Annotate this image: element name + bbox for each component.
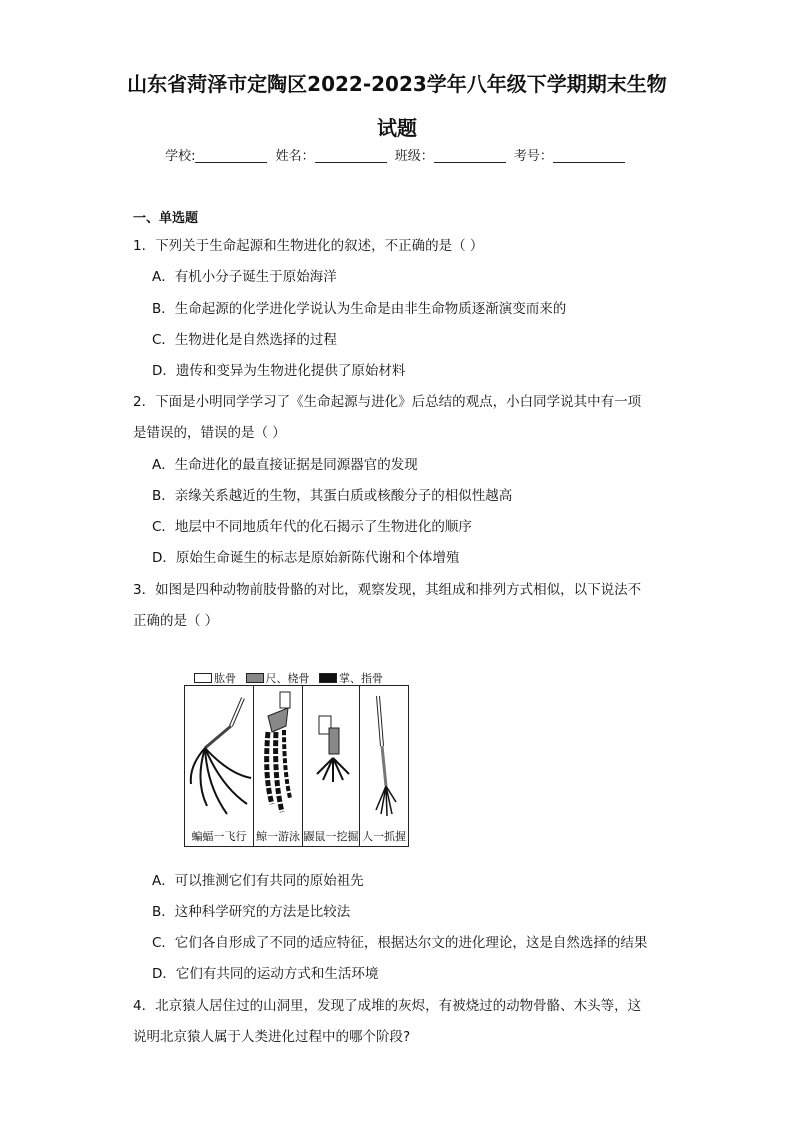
panel-bat [184, 685, 254, 847]
panel-whale [253, 685, 303, 847]
q3-option-b: B．这种科学研究的方法是比较法 [152, 904, 351, 920]
exam-title-line1: 山东省菏泽市定陶区2022-2023学年八年级下学期期末生物 [127, 72, 667, 96]
q1-option-a: A．有机小分子诞生于原始海洋 [152, 269, 337, 285]
q1-option-c: C．生物进化是自然选择的过程 [152, 332, 337, 348]
q1-option-d: D．遗传和变异为生物进化提供了原始材料 [152, 363, 406, 379]
name-blank [315, 148, 387, 163]
legend-swatch-humerus [194, 673, 212, 683]
q4-stem-line1: 4．北京猿人居住过的山洞里，发现了成堆的灰烬，有被烧过的动物骨骼、木头等，这 [133, 998, 642, 1014]
student-info-row [0, 145, 794, 164]
q3-stem-line2: 正确的是（ ） [133, 613, 219, 629]
caption-whale: 鲸一游泳 [256, 830, 300, 843]
q3-option-d: D．它们有共同的运动方式和生活环境 [152, 966, 379, 982]
q3-option-c: C．它们各自形成了不同的适应特征，根据达尔文的进化理论，这是自然选择的结果 [152, 935, 648, 951]
q2-stem-line2: 是错误的，错误的是（ ） [133, 425, 286, 441]
number-blank [553, 148, 625, 163]
legend-swatch-hand [319, 673, 337, 683]
number-label: 考号： [513, 149, 553, 164]
legend-label-hand: 掌、指骨 [339, 672, 383, 685]
human-arm-illustration [360, 686, 410, 848]
q2-option-c: C．地层中不同地质年代的化石揭示了生物进化的顺序 [152, 519, 472, 535]
q3-option-a: A．可以推测它们有共同的原始祖先 [152, 873, 364, 889]
q1-stem: 1．下列关于生命起源和生物进化的叙述，不正确的是（ ） [133, 238, 484, 254]
school-blank [195, 148, 267, 163]
name-label: 姓名： [275, 149, 315, 164]
school-label: 学校: [165, 149, 196, 164]
exam-title-line2: 试题 [377, 116, 417, 140]
figure-legend [194, 670, 383, 686]
class-label: 班级： [394, 149, 434, 164]
panel-human [359, 685, 409, 847]
bat-forelimb-illustration [185, 686, 255, 848]
q3-stem-line1: 3．如图是四种动物前肢骨骼的对比，观察发现，其组成和排列方式相似，以下说法不 [133, 582, 642, 598]
forelimb-figure [184, 670, 414, 848]
whale-flipper-illustration [254, 686, 304, 848]
panel-mole [302, 685, 360, 847]
legend-label-radius-ulna: 尺、桡骨 [265, 672, 310, 685]
q2-option-b: B．亲缘关系越近的生物，其蛋白质或核酸分子的相似性越高 [152, 488, 513, 504]
class-blank [434, 148, 506, 163]
q2-option-d: D．原始生命诞生的标志是原始新陈代谢和个体增殖 [152, 550, 460, 566]
caption-bat: 蝙蝠一飞行 [191, 830, 247, 843]
mole-forelimb-illustration [303, 686, 361, 848]
legend-label-humerus: 肱骨 [214, 672, 236, 685]
q1-option-b: B．生命起源的化学进化学说认为生命是由非生命物质逐渐演变而来的 [152, 301, 567, 317]
q4-stem-line2: 说明北京猿人属于人类进化过程中的哪个阶段? [133, 1029, 411, 1045]
q2-option-a: A．生命进化的最直接证据是同源器官的发现 [152, 457, 418, 473]
legend-swatch-radius-ulna [246, 673, 264, 683]
caption-mole: 鼹鼠一挖掘 [303, 830, 359, 843]
q2-stem-line1: 2．下面是小明同学学习了《生命起源与进化》后总结的观点，小白同学说其中有一项 [133, 394, 642, 410]
caption-human: 人一抓握 [362, 830, 406, 843]
section-heading: 一、单选题 [133, 211, 199, 226]
